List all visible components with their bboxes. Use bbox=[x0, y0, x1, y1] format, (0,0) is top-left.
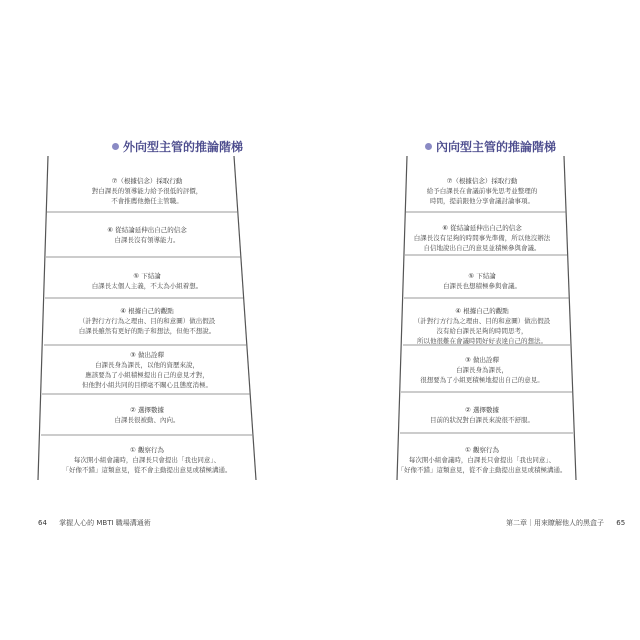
left-step-4 bbox=[37, 306, 257, 336]
step-line: 白課長太個人主義，不太為小組着想。 bbox=[91, 282, 203, 290]
left-step-2 bbox=[37, 405, 257, 425]
step-line: 應該要為了小組積極提出自己的意見才對， bbox=[85, 371, 209, 379]
step-line: 每次開小組會議時，白課長只會提出「我也同意」、 bbox=[73, 456, 221, 464]
right-page bbox=[320, 0, 640, 640]
left-step-6 bbox=[37, 225, 257, 245]
left-footer bbox=[38, 518, 151, 528]
step-line: 白課長也想積極參與會議。 bbox=[443, 282, 521, 290]
right-heading-text: 內向型主管的推論階梯 bbox=[436, 140, 557, 154]
step-title: ③ 做出詮釋 bbox=[130, 351, 164, 359]
step-line: 「好像不錯」這類意見，從不會主動提出意見或積極溝通。 bbox=[397, 466, 567, 474]
step-title: ① 觀察行為 bbox=[465, 446, 499, 454]
left-step-3 bbox=[37, 350, 257, 390]
step-title: ④ 根據自己的觀點 bbox=[455, 307, 509, 315]
step-line: 「好像不錯」這類意見，從不會主動提出意見或積極溝通。 bbox=[62, 466, 232, 474]
book-title: 掌握人心的 MBTI 職場溝通術 bbox=[59, 519, 151, 527]
left-step-7 bbox=[37, 176, 257, 206]
step-line: 白課長身為課長，以他的資歷來說， bbox=[95, 361, 199, 369]
right-step-2 bbox=[372, 405, 592, 425]
step-title: ④ 根據自己的觀點 bbox=[120, 307, 174, 315]
step-title: ⑥ 從結論延伸出自己的信念 bbox=[442, 224, 522, 232]
step-title: ⑦（根據信念）採取行動 bbox=[111, 177, 183, 185]
right-step-4 bbox=[372, 306, 592, 346]
step-line: 白課長沒有領導能力。 bbox=[114, 236, 180, 244]
step-line: 白課長很被動、內向。 bbox=[114, 416, 180, 424]
step-title: ⑤ 下結論 bbox=[133, 272, 161, 280]
step-line: （計對行方行為之理由、目的和意圖）做出假設 bbox=[413, 317, 551, 325]
step-title: ⑦（根據信念）採取行動 bbox=[446, 177, 518, 185]
step-line: 白課長沒有足夠的時間事先準備，所以他沒辦法 bbox=[413, 234, 551, 242]
step-title: ③ 做出詮釋 bbox=[465, 356, 499, 364]
step-line: 時間，提前跟他分享會議討論事項。 bbox=[430, 197, 534, 205]
step-line: 給予白課長在會議前事先思考並整理的 bbox=[426, 187, 538, 195]
step-line: 白課長雖然有更好的點子和想法，但他不想說。 bbox=[78, 327, 216, 335]
chapter-title: 第二章｜用來瞭解他人的黑盒子 bbox=[506, 519, 604, 527]
step-line: 白課長身為課長， bbox=[456, 366, 508, 374]
step-line: 自信地說出自己的意見並積極參與會議。 bbox=[423, 244, 541, 252]
right-footer bbox=[506, 518, 625, 528]
step-line: 每次開小組會議時，白課長只會提出「我也同意」、 bbox=[408, 456, 556, 464]
right-step-7 bbox=[372, 176, 592, 206]
step-title: ② 選擇數據 bbox=[130, 406, 164, 414]
right-step-1 bbox=[372, 445, 592, 475]
step-line: （計對行方行為之理由、目的和意圖）做出假設 bbox=[78, 317, 216, 325]
step-title: ② 選擇數據 bbox=[465, 406, 499, 414]
page-number: 65 bbox=[616, 519, 626, 527]
left-heading-text: 外向型主管的推論階梯 bbox=[123, 140, 244, 154]
step-line: 沒有給白課長足夠的時間思考， bbox=[436, 327, 528, 335]
step-title: ⑤ 下結論 bbox=[468, 272, 496, 280]
left-step-1 bbox=[37, 445, 257, 475]
step-line: 對白課長的領導能力給予很低的評價， bbox=[91, 187, 203, 195]
step-line: 所以他很難在會議時間好好表達自己的想法。 bbox=[417, 337, 547, 345]
step-line: 但他對小組共同的目標毫不關心且態度消極。 bbox=[82, 381, 212, 389]
page-number: 64 bbox=[38, 519, 47, 527]
right-step-6 bbox=[372, 223, 592, 253]
step-line: 很想要為了小組更積極地提出自己的意見。 bbox=[420, 376, 544, 384]
step-line: 目前的狀況對白課長來說很不舒服。 bbox=[430, 416, 534, 424]
right-step-3 bbox=[372, 355, 592, 385]
right-step-5 bbox=[372, 271, 592, 291]
step-title: ① 觀察行為 bbox=[130, 446, 164, 454]
step-line: 不會推薦他擔任主管職。 bbox=[111, 197, 183, 205]
left-step-5 bbox=[37, 271, 257, 291]
step-title: ⑥ 從結論延伸出自己的信念 bbox=[107, 226, 187, 234]
